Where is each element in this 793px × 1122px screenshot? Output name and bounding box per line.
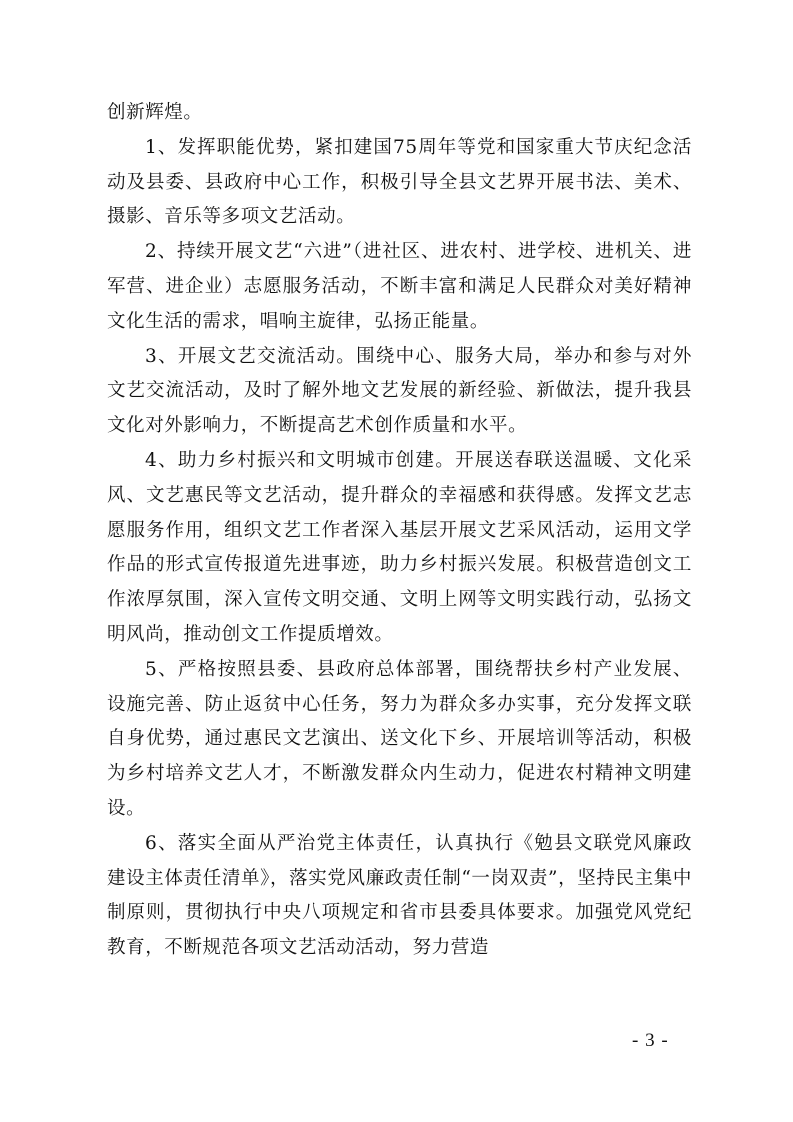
paragraph-item-4: 4、助力乡村振兴和文明城市创建。开展送春联送温暖、文化采风、文艺惠民等文艺活动，提升群众的幸福感和获得感。发挥文艺志愿服务作用，组织文艺工作者深入基层开展文艺采风活动，运用文学作品的形式宣传报道先进事迹，助力乡村振兴发展。积极营造创文工作浓厚氛围，深入宣传文明交通、文明上网等文明实践行动，弘扬文明风尚，推动创文工作提质增效。 [107, 449, 692, 645]
page-number: - 3 - [632, 1030, 669, 1051]
paragraph-item-5: 5、严格按照县委、县政府总体部署，围绕帮扶乡村产业发展、设施完善、防止返贫中心任务，努力为群众多办实事，充分发挥文联自身优势，通过惠民文艺演出、送文化下乡、开展培训等活动，积极为乡村培养文艺人才，不断激发群众内生动力，促进农村精神文明建设。 [107, 658, 692, 819]
paragraph-continuation: 创新辉煌。 [107, 102, 203, 123]
paragraph-item-1: 1、发挥职能优势，紧扣建国75周年等党和国家重大节庆纪念活动及县委、县政府中心工作，积极引导全县文艺界开展书法、美术、摄影、音乐等多项文艺活动。 [107, 136, 692, 228]
paragraph-item-3: 3、开展文艺交流活动。围绕中心、服务大局，举办和参与对外文艺交流活动，及时了解外地文艺发展的新经验、新做法，提升我县文化对外影响力，不断提高艺术创作质量和水平。 [107, 345, 692, 437]
document-body [107, 96, 692, 966]
paragraph-item-6: 6、落实全面从严治党主体责任，认真执行《勉县文联党风廉政建设主体责任清单》，落实党风廉政责任制“一岗双责”，坚持民主集中制原则，贯彻执行中央八项规定和省市县委具体要求。加强党风党纪教育，不断规范各项文艺活动活动，努力营造 [107, 832, 692, 959]
paragraph-item-2: 2、持续开展文艺“六进”（进社区、进农村、进学校、进机关、进军营、进企业）志愿服务活动，不断丰富和满足人民群众对美好精神文化生活的需求，唱响主旋律，弘扬正能量。 [107, 241, 692, 332]
